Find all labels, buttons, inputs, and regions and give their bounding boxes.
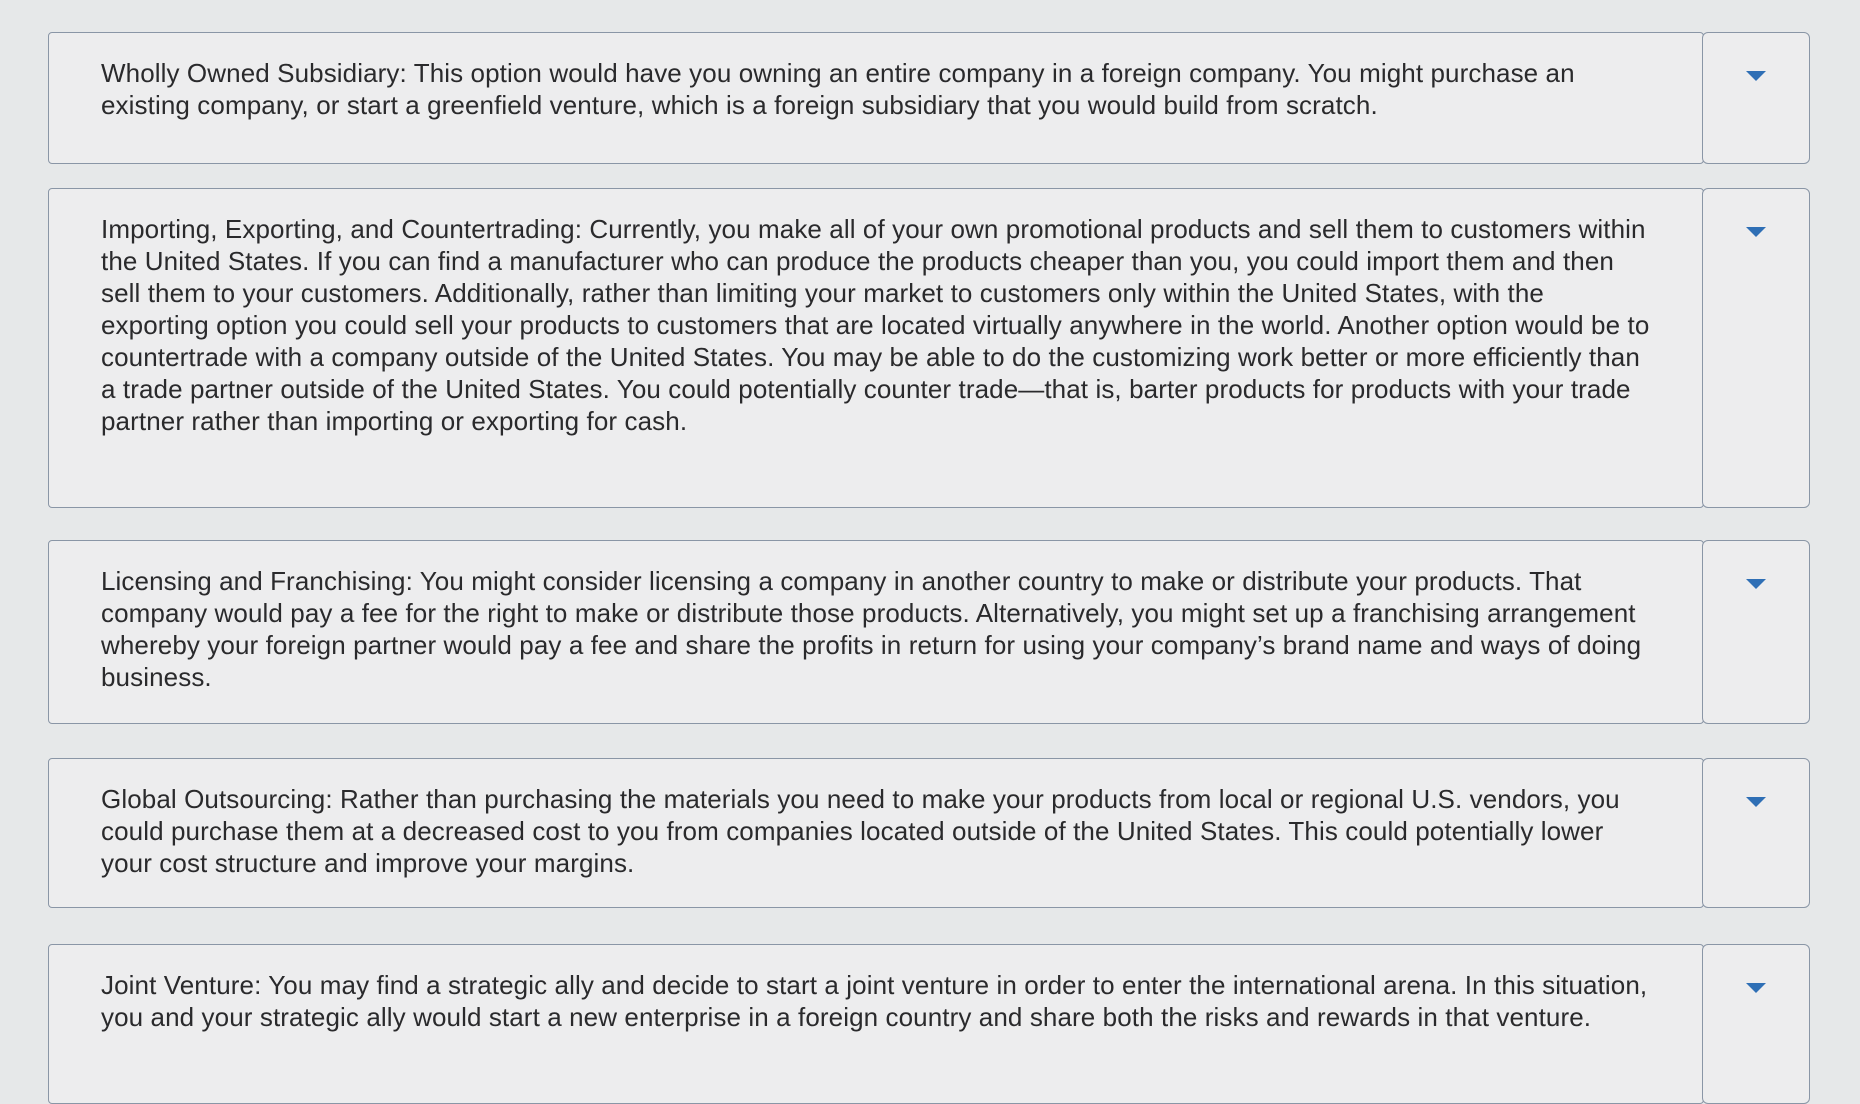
answer-dropdown[interactable] <box>1702 944 1810 1104</box>
caret-down-icon <box>1746 71 1766 81</box>
answer-dropdown[interactable] <box>1702 758 1810 908</box>
match-row-licensing-franchising <box>48 540 1810 724</box>
caret-down-icon <box>1746 227 1766 237</box>
answer-dropdown[interactable] <box>1702 540 1810 724</box>
match-row-global-outsourcing <box>48 758 1810 908</box>
answer-dropdown[interactable] <box>1702 32 1810 164</box>
match-row-joint-venture <box>48 944 1810 1104</box>
option-description: Global Outsourcing: Rather than purchasing the materials you need to make your products from local or regional U.S. vendors, you could purchase them at a decreased cost to you from companies located outside of the United States. This could potentially lower your cost structure and improve your margins. <box>48 758 1704 908</box>
caret-down-icon <box>1746 797 1766 807</box>
caret-down-icon <box>1746 579 1766 589</box>
match-row-wholly-owned-subsidiary <box>48 32 1810 164</box>
answer-dropdown[interactable] <box>1702 188 1810 508</box>
match-row-importing-exporting-countertrading <box>48 188 1810 508</box>
option-description: Wholly Owned Subsidiary: This option would have you owning an entire company in a foreign company. You might purchase an existing company, or start a greenfield venture, which is a foreign subsidiary that you would build from scratch. <box>48 32 1704 164</box>
option-description: Importing, Exporting, and Countertrading: Currently, you make all of your own promotional products and sell them to customers within the United States. If you can find a manufacturer who can produce the products cheaper than you, you could import them and then sell them to your customers. Additionally, rather than limiting your market to customers only within the United States, with the exporting option you could sell your products to customers that are located virtually anywhere in the world. Another option would be to countertrade with a company outside of the United States. You may be able to do the customizing work better or more efficiently than a trade partner outside of the United States. You could potentially counter trade—that is, barter products for products with your trade partner rather than importing or exporting for cash. <box>48 188 1704 508</box>
caret-down-icon <box>1746 983 1766 993</box>
option-description: Licensing and Franchising: You might consider licensing a company in another country to make or distribute your products. That company would pay a fee for the right to make or distribute those products. Alternatively, you might set up a franchising arrangement whereby your foreign partner would pay a fee and share the profits in return for using your company’s brand name and ways of doing business. <box>48 540 1704 724</box>
option-description: Joint Venture: You may find a strategic ally and decide to start a joint venture in order to enter the international arena. In this situation, you and your strategic ally would start a new enterprise in a foreign country and share both the risks and rewards in that venture. <box>48 944 1704 1104</box>
